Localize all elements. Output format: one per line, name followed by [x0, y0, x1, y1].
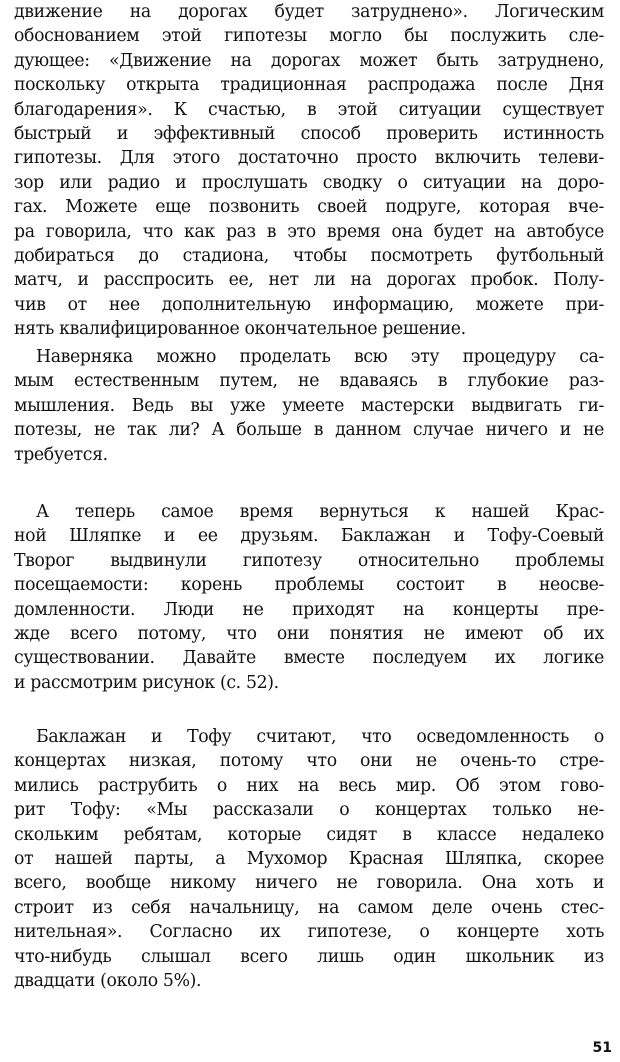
text-line: рит Тофу: «Мы рассказали о концертах только не-	[14, 800, 604, 821]
text-line: скольким ребятам, которые сидят в классе недалеко	[14, 824, 604, 845]
text-line: мились раструбить о них на весь мир. Об этом гово-	[14, 775, 604, 796]
text-line: двадцати (около 5%).	[14, 970, 202, 991]
page-number: 51	[592, 1040, 612, 1056]
text-line: матч, и расспросить ее, нет ли на дорогах пробок. Полу-	[14, 270, 604, 291]
text-line: требуется.	[14, 444, 108, 465]
text-line: ной Шляпке и ее друзьям. Баклажан и Тофу-Соевый	[14, 526, 604, 547]
text-line: добираться до стадиона, чтобы посмотреть футбольный	[14, 245, 604, 266]
text-line: обоснованием этой гипотезы могло бы послужить сле-	[14, 26, 604, 47]
text-line: благодарения». К счастью, в этой ситуации существует	[14, 99, 604, 120]
text-line: гах. Можете еще позвонить своей подруге, которая вче-	[14, 197, 604, 218]
text-line: всего, вообще никому ничего не говорила. Она хоть и	[14, 873, 604, 894]
text-line: строит из себя начальницу, на самом деле очень стес-	[14, 897, 604, 918]
text-line: от нашей парты, а Мухомор Красная Шляпка, скорее	[14, 848, 604, 869]
text-line: движение на дорогах будет затруднено». Логическим	[14, 2, 604, 22]
text-line: Творог выдвинули гипотезу относительно проблемы	[14, 550, 604, 571]
text-line: быстрый и эффективный способ проверить истинность	[14, 123, 604, 144]
paragraph-4	[14, 725, 604, 993]
paragraph-3	[14, 500, 604, 695]
text-line: что-нибудь слышал всего лишь один школьник из	[14, 946, 604, 967]
text-line: чив от нее дополнительную информацию, можете при-	[14, 294, 604, 315]
text-line: ра говорила, что как раз в это время она будет на автобусе	[14, 221, 604, 242]
text-line: нять квалифицированное окончательное решение.	[14, 319, 466, 340]
text-line: поскольку открыта традиционная распродажа после Дня	[14, 75, 604, 96]
text-line: существовании. Давайте вместе последуем их логике	[14, 648, 604, 669]
text-line: Баклажан и Тофу считают, что осведомленность о	[36, 727, 604, 747]
text-line: Наверняка можно проделать всю эту процедуру са-	[36, 347, 604, 367]
text-line: мым естественным путем, не вдаваясь в глубокие раз-	[14, 371, 604, 392]
text-line: домленности. Люди не приходят на концерты пре-	[14, 599, 604, 620]
text-line: и рассмотрим рисунок (с. 52).	[14, 672, 279, 693]
text-line: дующее: «Движение на дорогах может быть затруднено,	[14, 50, 604, 71]
text-line: концертах низкая, потому что они не очень-то стре-	[14, 751, 604, 772]
paragraph-2	[14, 345, 604, 467]
text-line: жде всего потому, что они понятия не имеют об их	[14, 623, 604, 644]
text-line: гипотезы. Для этого достаточно просто включить телеви-	[14, 148, 604, 169]
text-line: посещаемости: корень проблемы состоит в неосве-	[14, 575, 604, 596]
text-line: мышления. Ведь вы уже умеете мастерски выдвигать ги-	[14, 395, 604, 416]
text-line: А теперь самое время вернуться к нашей Крас-	[36, 502, 604, 522]
text-line: зор или радио и прослушать сводку о ситуации на доро-	[14, 172, 604, 193]
paragraph-1	[14, 0, 604, 341]
text-line: потезы, не так ли? А больше в данном случае ничего и не	[14, 420, 604, 441]
text-line: нительная». Согласно их гипотезе, о концерте хоть	[14, 922, 604, 943]
